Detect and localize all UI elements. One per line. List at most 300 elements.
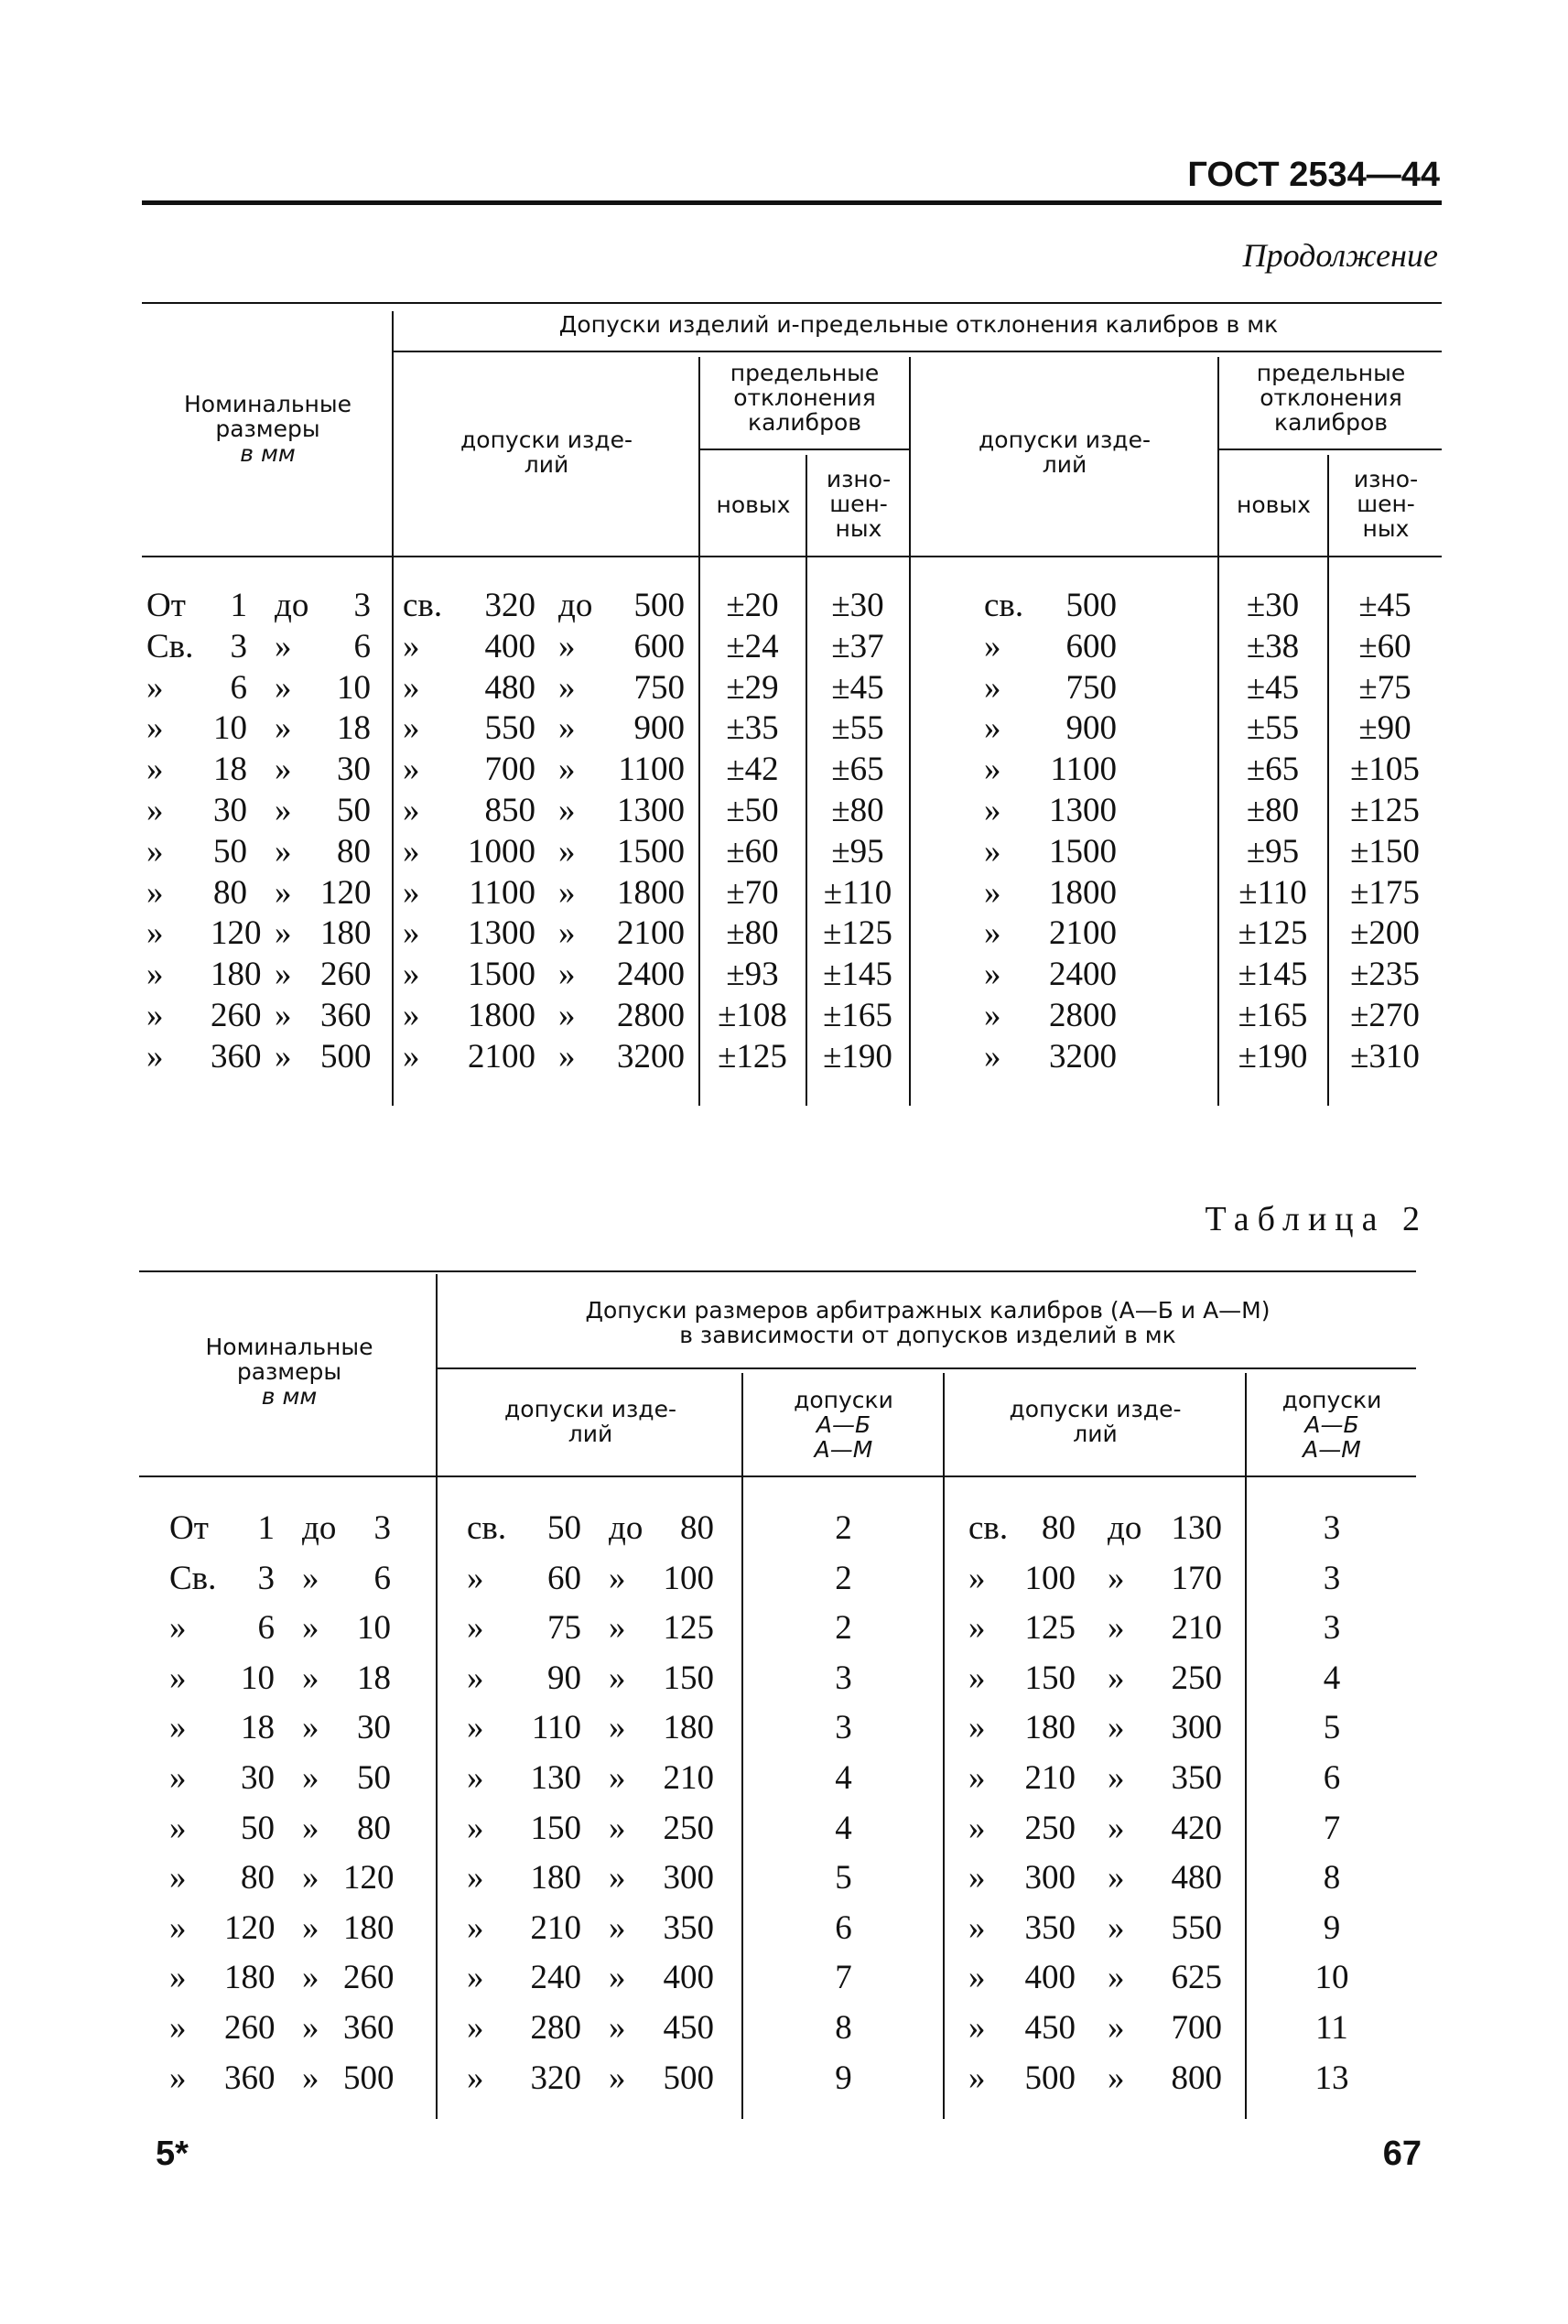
t2-cell-d2: 4 bbox=[1323, 1659, 1341, 1697]
t1-cell-u: 2800 bbox=[1049, 997, 1117, 1034]
t2-cell-b: 120 bbox=[343, 1859, 395, 1897]
t2-cell-tb: 100 bbox=[663, 1559, 714, 1597]
t1-cell-w1: ±165 bbox=[823, 997, 892, 1034]
t1-cell-s: » bbox=[275, 956, 292, 994]
t1-cell-s: » bbox=[275, 1037, 292, 1076]
t1-header-new-2: новых bbox=[1237, 492, 1311, 518]
t1-cell-tp: » bbox=[403, 751, 420, 789]
t1-cell-w1: ±55 bbox=[831, 709, 884, 748]
t1-cell-ta: 2100 bbox=[468, 1037, 535, 1076]
t2-cell-us: » bbox=[1108, 1609, 1125, 1648]
t2-cell-tp: » bbox=[467, 1809, 484, 1847]
t1-cell-ta: 1300 bbox=[468, 914, 535, 953]
t1-cell-tb: 1800 bbox=[617, 873, 685, 912]
t1-cell-w1: ±125 bbox=[823, 914, 892, 953]
t1-cell-u: 1500 bbox=[1049, 832, 1117, 870]
t2-cell-ta: 240 bbox=[530, 1959, 581, 1997]
t1-cell-n2: ±145 bbox=[1238, 956, 1308, 994]
t1-header-tolerance-1: допуски изде- лий bbox=[460, 427, 633, 478]
t1-cell-n2: ±95 bbox=[1246, 832, 1300, 870]
t2-cell-d2: 6 bbox=[1323, 1759, 1341, 1797]
t1-cell-w1: ±65 bbox=[831, 751, 884, 789]
t2-cell-p: » bbox=[169, 2059, 187, 2097]
t2-cell-up: » bbox=[968, 2059, 986, 2097]
t1-cell-n1: ±24 bbox=[726, 627, 779, 665]
t1-cell-up: » bbox=[984, 627, 1001, 665]
t1-cell-w1: ±110 bbox=[823, 873, 892, 912]
t2-cell-d1: 7 bbox=[835, 1959, 852, 1997]
t1-cell-u: 1800 bbox=[1049, 873, 1117, 912]
t2-cell-us: » bbox=[1108, 2059, 1125, 2097]
t1-cell-n1: ±60 bbox=[726, 832, 779, 870]
t1-cell-ta: 1000 bbox=[468, 832, 535, 870]
t2-cell-ub: 210 bbox=[1171, 1609, 1222, 1648]
t2-cell-ub: 700 bbox=[1171, 2009, 1222, 2047]
t2-cell-b: 500 bbox=[343, 2059, 395, 2097]
t2-cell-a: 360 bbox=[224, 2059, 276, 2097]
t1-cell-a: 180 bbox=[211, 956, 262, 994]
t2-cell-d2: 3 bbox=[1323, 1559, 1341, 1597]
t2-cell-b: 18 bbox=[357, 1659, 391, 1697]
continuation-label: Продолжение bbox=[1242, 237, 1438, 274]
t2-cell-p: » bbox=[169, 1959, 187, 1997]
t2-cell-d2: 10 bbox=[1314, 1959, 1349, 1997]
t1-cell-b: 50 bbox=[337, 792, 371, 829]
t2-cell-tp: » bbox=[467, 2009, 484, 2047]
t1-cell-s: » bbox=[275, 709, 292, 748]
t1-header-tolerance-2: допуски изде- лий bbox=[979, 427, 1151, 478]
t1-cell-ta: 1800 bbox=[468, 997, 535, 1034]
t2-cell-a: 18 bbox=[241, 1709, 275, 1747]
t2-cell-ts: до bbox=[609, 1509, 643, 1547]
t2-cell-a: 1 bbox=[257, 1509, 275, 1547]
t1-cell-b: 360 bbox=[320, 997, 372, 1034]
t1-cell-tb: 2400 bbox=[617, 956, 685, 994]
t2-cell-p: » bbox=[169, 1609, 187, 1648]
t1-cell-ts: » bbox=[558, 709, 576, 748]
t2-cell-b: 6 bbox=[373, 1559, 391, 1597]
t1-cell-w2: ±175 bbox=[1350, 873, 1420, 912]
t1-cell-s: » bbox=[275, 792, 292, 829]
t2-cell-ub: 800 bbox=[1171, 2059, 1222, 2097]
t1-cell-w2: ±90 bbox=[1358, 709, 1411, 748]
gost-title: ГОСТ 2534—44 bbox=[1187, 156, 1440, 194]
t2-cell-tp: » bbox=[467, 1709, 484, 1747]
t1-cell-ts: » bbox=[558, 1037, 576, 1076]
t2-cell-up: » bbox=[968, 2009, 986, 2047]
t1-cell-n2: ±30 bbox=[1246, 587, 1300, 624]
t2-cell-tp: св. bbox=[467, 1509, 507, 1547]
t2-cell-ua: 125 bbox=[1024, 1609, 1076, 1648]
t2-cell-us: до bbox=[1108, 1509, 1142, 1547]
t2-cell-ub: 625 bbox=[1171, 1959, 1222, 1997]
t2-cell-tb: 300 bbox=[663, 1859, 714, 1897]
t2-cell-tp: » bbox=[467, 2059, 484, 2097]
t2-cell-tb: 125 bbox=[663, 1609, 714, 1648]
t2-cell-d1: 4 bbox=[835, 1809, 852, 1847]
t2-cell-ts: » bbox=[609, 1609, 626, 1648]
t2-cell-ub: 420 bbox=[1171, 1809, 1222, 1847]
t1-cell-up: » bbox=[984, 792, 1001, 829]
t2-cell-ts: » bbox=[609, 1709, 626, 1747]
t2-header-main: Допуски размеров арбитражных калибров (А—Б и А—М) в зависимости от допусков изделий в мк bbox=[585, 1297, 1271, 1348]
t1-header-deviation-1: предельные отклонения калибров bbox=[730, 360, 880, 436]
t2-cell-ua: 400 bbox=[1024, 1959, 1076, 1997]
table-2-caption: Таблица 2 bbox=[1205, 1200, 1428, 1238]
t2-cell-d2: 9 bbox=[1323, 1908, 1341, 1947]
t2-cell-tb: 450 bbox=[663, 2009, 714, 2047]
t1-cell-tp: » bbox=[403, 873, 420, 912]
t2-cell-up: » bbox=[968, 1659, 986, 1697]
t2-cell-ub: 300 bbox=[1171, 1709, 1222, 1747]
t1-cell-a: 50 bbox=[213, 832, 247, 870]
t1-cell-n1: ±50 bbox=[726, 792, 779, 829]
t1-cell-u: 900 bbox=[1065, 709, 1117, 748]
t1-cell-up: » bbox=[984, 997, 1001, 1034]
t2-cell-ta: 150 bbox=[530, 1809, 581, 1847]
t1-cell-ta: 400 bbox=[484, 627, 535, 665]
t1-cell-up: » bbox=[984, 956, 1001, 994]
t1-cell-s: » bbox=[275, 914, 292, 953]
t1-cell-tp: » bbox=[403, 668, 420, 707]
t2-cell-a: 3 bbox=[257, 1559, 275, 1597]
t2-cell-d1: 3 bbox=[835, 1709, 852, 1747]
t2-cell-a: 260 bbox=[224, 2009, 276, 2047]
t2-cell-tp: » bbox=[467, 1759, 484, 1797]
t2-cell-tb: 250 bbox=[663, 1809, 714, 1847]
t1-cell-s: до bbox=[275, 587, 309, 624]
t1-cell-s: » bbox=[275, 997, 292, 1034]
t2-cell-ua: 300 bbox=[1024, 1859, 1076, 1897]
t2-cell-s: » bbox=[302, 1659, 319, 1697]
t2-cell-ua: 350 bbox=[1024, 1908, 1076, 1947]
t2-cell-b: 180 bbox=[343, 1908, 395, 1947]
t2-cell-ub: 480 bbox=[1171, 1859, 1222, 1897]
t1-cell-ts: до bbox=[558, 587, 593, 624]
t2-cell-s: » bbox=[302, 1709, 319, 1747]
t2-cell-p: » bbox=[169, 1859, 187, 1897]
t1-cell-w2: ±75 bbox=[1358, 668, 1411, 707]
t1-cell-ta: 1100 bbox=[469, 873, 535, 912]
t1-cell-u: 1300 bbox=[1049, 792, 1117, 829]
t2-cell-tp: » bbox=[467, 1659, 484, 1697]
t2-cell-ua: 180 bbox=[1024, 1709, 1076, 1747]
t1-cell-ts: » bbox=[558, 956, 576, 994]
t2-header-nominal: Номинальные размеры в мм bbox=[205, 1334, 373, 1410]
t2-cell-a: 50 bbox=[241, 1809, 275, 1847]
t1-cell-b: 120 bbox=[320, 873, 372, 912]
t1-cell-tp: » bbox=[403, 914, 420, 953]
t2-cell-tb: 350 bbox=[663, 1908, 714, 1947]
t2-cell-ua: 100 bbox=[1024, 1559, 1076, 1597]
t1-cell-tb: 3200 bbox=[617, 1037, 685, 1076]
t2-cell-ub: 350 bbox=[1171, 1759, 1222, 1797]
t2-cell-p: » bbox=[169, 1809, 187, 1847]
t1-cell-n1: ±108 bbox=[718, 997, 787, 1034]
t2-cell-ts: » bbox=[609, 1809, 626, 1847]
t1-cell-w1: ±190 bbox=[823, 1037, 892, 1076]
t1-cell-a: 30 bbox=[213, 792, 247, 829]
t1-cell-u: 1100 bbox=[1050, 751, 1117, 789]
t2-cell-d1: 3 bbox=[835, 1659, 852, 1697]
t2-cell-b: 3 bbox=[373, 1509, 391, 1547]
t1-cell-tp: » bbox=[403, 956, 420, 994]
t2-cell-p: Св. bbox=[169, 1559, 217, 1597]
t2-cell-us: » bbox=[1108, 1559, 1125, 1597]
t1-cell-ta: 550 bbox=[484, 709, 535, 748]
t1-cell-up: св. bbox=[984, 587, 1024, 624]
t2-cell-s: » bbox=[302, 2059, 319, 2097]
t2-cell-b: 260 bbox=[343, 1959, 395, 1997]
t2-cell-ub: 550 bbox=[1171, 1908, 1222, 1947]
t2-cell-s: » bbox=[302, 1759, 319, 1797]
t1-header-deviation-2: предельные отклонения калибров bbox=[1256, 360, 1406, 436]
t2-cell-tp: » bbox=[467, 1908, 484, 1947]
t1-cell-b: 260 bbox=[320, 956, 372, 994]
t2-header-tolerance-2: допуски изде- лий bbox=[1009, 1396, 1182, 1447]
t2-cell-b: 360 bbox=[343, 2009, 395, 2047]
t1-cell-b: 10 bbox=[337, 668, 371, 707]
t2-cell-ts: » bbox=[609, 1859, 626, 1897]
t1-cell-w2: ±60 bbox=[1358, 627, 1411, 665]
t1-cell-up: » bbox=[984, 709, 1001, 748]
t1-cell-ta: 1500 bbox=[468, 956, 535, 994]
t1-cell-tp: » bbox=[403, 627, 420, 665]
t2-cell-ts: » bbox=[609, 2059, 626, 2097]
t1-cell-b: 80 bbox=[337, 832, 371, 870]
t2-cell-ub: 250 bbox=[1171, 1659, 1222, 1697]
t1-cell-tp: » bbox=[403, 709, 420, 748]
t2-cell-d1: 5 bbox=[835, 1859, 852, 1897]
t2-cell-tp: » bbox=[467, 1959, 484, 1997]
t2-cell-ts: » bbox=[609, 1908, 626, 1947]
t2-cell-a: 120 bbox=[224, 1908, 276, 1947]
t1-cell-p: » bbox=[146, 832, 164, 870]
t1-cell-n1: ±93 bbox=[726, 956, 779, 994]
t1-cell-n2: ±110 bbox=[1238, 873, 1307, 912]
t1-cell-a: 6 bbox=[230, 668, 247, 707]
t2-cell-p: » bbox=[169, 1709, 187, 1747]
t1-cell-u: 2400 bbox=[1049, 956, 1117, 994]
t2-cell-d1: 8 bbox=[835, 2009, 852, 2047]
t2-cell-d1: 9 bbox=[835, 2059, 852, 2097]
t1-cell-n1: ±80 bbox=[726, 914, 779, 953]
t2-cell-d1: 2 bbox=[835, 1609, 852, 1648]
t1-cell-a: 80 bbox=[213, 873, 247, 912]
t2-cell-tb: 80 bbox=[680, 1509, 714, 1547]
t2-cell-a: 6 bbox=[257, 1609, 275, 1648]
t1-cell-b: 6 bbox=[353, 627, 371, 665]
t2-cell-ta: 75 bbox=[547, 1609, 581, 1648]
t2-cell-ub: 130 bbox=[1171, 1509, 1222, 1547]
t1-cell-n2: ±190 bbox=[1238, 1037, 1308, 1076]
t1-cell-b: 18 bbox=[337, 709, 371, 748]
t1-cell-p: » bbox=[146, 956, 164, 994]
t1-cell-w2: ±45 bbox=[1358, 587, 1411, 624]
t1-cell-n1: ±20 bbox=[726, 587, 779, 624]
t2-cell-ta: 320 bbox=[530, 2059, 581, 2097]
t1-cell-u: 750 bbox=[1065, 668, 1117, 707]
t2-cell-up: св. bbox=[968, 1509, 1009, 1547]
t1-cell-a: 1 bbox=[230, 587, 247, 624]
t1-cell-a: 260 bbox=[211, 997, 262, 1034]
t1-cell-w2: ±270 bbox=[1350, 997, 1420, 1034]
t1-cell-ta: 480 bbox=[484, 668, 535, 707]
t2-cell-d2: 7 bbox=[1323, 1809, 1341, 1847]
t2-cell-up: » bbox=[968, 1859, 986, 1897]
t1-cell-tp: » bbox=[403, 1037, 420, 1076]
t1-cell-w2: ±200 bbox=[1350, 914, 1420, 953]
t2-cell-b: 10 bbox=[357, 1609, 391, 1648]
t1-cell-tb: 1100 bbox=[618, 751, 685, 789]
t1-cell-ta: 700 bbox=[484, 751, 535, 789]
t2-cell-d2: 13 bbox=[1314, 2059, 1349, 2097]
t2-cell-p: » bbox=[169, 1759, 187, 1797]
t2-cell-us: » bbox=[1108, 1759, 1125, 1797]
t2-cell-b: 80 bbox=[357, 1809, 391, 1847]
t1-cell-s: » bbox=[275, 832, 292, 870]
t2-header-tolerance-1: допуски изде- лий bbox=[504, 1396, 676, 1447]
t2-cell-tb: 180 bbox=[663, 1709, 714, 1747]
t1-cell-up: » bbox=[984, 914, 1001, 953]
t1-cell-ts: » bbox=[558, 832, 576, 870]
t1-cell-ts: » bbox=[558, 668, 576, 707]
footer-left: 5* bbox=[156, 2135, 189, 2173]
t2-cell-s: » bbox=[302, 1559, 319, 1597]
t1-cell-w1: ±45 bbox=[831, 668, 884, 707]
t1-cell-w2: ±125 bbox=[1350, 792, 1420, 829]
t1-cell-p: » bbox=[146, 709, 164, 748]
t2-cell-p: » bbox=[169, 1659, 187, 1697]
t2-cell-s: » bbox=[302, 1809, 319, 1847]
t1-cell-w1: ±37 bbox=[831, 627, 884, 665]
t2-cell-us: » bbox=[1108, 1709, 1125, 1747]
t2-cell-tb: 500 bbox=[663, 2059, 714, 2097]
t1-cell-a: 120 bbox=[211, 914, 262, 953]
t2-cell-s: » bbox=[302, 2009, 319, 2047]
t2-cell-d2: 3 bbox=[1323, 1509, 1341, 1547]
t1-cell-tb: 600 bbox=[633, 627, 685, 665]
t2-cell-up: » bbox=[968, 1559, 986, 1597]
t2-cell-tp: » bbox=[467, 1609, 484, 1648]
t1-cell-s: » bbox=[275, 751, 292, 789]
t2-cell-d2: 3 bbox=[1323, 1609, 1341, 1648]
t2-cell-ta: 50 bbox=[547, 1509, 581, 1547]
t1-cell-p: » bbox=[146, 668, 164, 707]
t2-cell-ta: 110 bbox=[531, 1709, 581, 1747]
t1-cell-ts: » bbox=[558, 997, 576, 1034]
t1-cell-s: » bbox=[275, 627, 292, 665]
t1-cell-tb: 1300 bbox=[617, 792, 685, 829]
t2-cell-up: » bbox=[968, 1908, 986, 1947]
t1-cell-ts: » bbox=[558, 751, 576, 789]
t2-cell-s: до bbox=[302, 1509, 337, 1547]
t1-cell-tp: » bbox=[403, 792, 420, 829]
t2-cell-d1: 2 bbox=[835, 1559, 852, 1597]
t1-cell-n1: ±42 bbox=[726, 751, 779, 789]
t1-cell-p: » bbox=[146, 997, 164, 1034]
t1-cell-n1: ±35 bbox=[726, 709, 779, 748]
t2-cell-ts: » bbox=[609, 1559, 626, 1597]
t1-cell-n2: ±45 bbox=[1246, 668, 1300, 707]
t1-cell-w2: ±310 bbox=[1350, 1037, 1420, 1076]
t1-cell-w1: ±30 bbox=[831, 587, 884, 624]
t2-cell-ua: 210 bbox=[1024, 1759, 1076, 1797]
t1-cell-p: » bbox=[146, 792, 164, 829]
t1-cell-up: » bbox=[984, 832, 1001, 870]
t2-cell-ta: 280 bbox=[530, 2009, 581, 2047]
t1-cell-w1: ±145 bbox=[823, 956, 892, 994]
t1-cell-w1: ±95 bbox=[831, 832, 884, 870]
t2-cell-s: » bbox=[302, 1908, 319, 1947]
t1-cell-tb: 900 bbox=[633, 709, 685, 748]
t1-cell-tb: 2800 bbox=[617, 997, 685, 1034]
t2-cell-ts: » bbox=[609, 1959, 626, 1997]
t1-cell-tp: » bbox=[403, 832, 420, 870]
t2-cell-a: 180 bbox=[224, 1959, 276, 1997]
t1-cell-n1: ±29 bbox=[726, 668, 779, 707]
t2-cell-tp: » bbox=[467, 1559, 484, 1597]
t1-cell-n2: ±38 bbox=[1246, 627, 1300, 665]
t1-cell-a: 3 bbox=[230, 627, 247, 665]
t2-cell-ua: 80 bbox=[1042, 1509, 1076, 1547]
t1-cell-u: 3200 bbox=[1049, 1037, 1117, 1076]
t2-cell-up: » bbox=[968, 1759, 986, 1797]
t2-cell-ts: » bbox=[609, 1659, 626, 1697]
t2-cell-tb: 400 bbox=[663, 1959, 714, 1997]
t2-cell-up: » bbox=[968, 1959, 986, 1997]
t1-cell-p: » bbox=[146, 873, 164, 912]
t1-cell-u: 2100 bbox=[1049, 914, 1117, 953]
t2-cell-us: » bbox=[1108, 1908, 1125, 1947]
t1-cell-n2: ±65 bbox=[1246, 751, 1300, 789]
t2-cell-ts: » bbox=[609, 2009, 626, 2047]
t1-cell-w2: ±150 bbox=[1350, 832, 1420, 870]
t2-cell-p: От bbox=[169, 1509, 209, 1547]
header-rule bbox=[142, 200, 1442, 205]
t1-cell-up: » bbox=[984, 1037, 1001, 1076]
t2-cell-us: » bbox=[1108, 2009, 1125, 2047]
t2-cell-d1: 6 bbox=[835, 1908, 852, 1947]
t1-cell-b: 30 bbox=[337, 751, 371, 789]
t2-cell-d2: 8 bbox=[1323, 1859, 1341, 1897]
t1-cell-ts: » bbox=[558, 873, 576, 912]
t1-cell-a: 10 bbox=[213, 709, 247, 748]
t1-header-new-1: новых bbox=[716, 492, 791, 518]
page-number: 67 bbox=[1382, 2135, 1422, 2173]
t2-cell-s: » bbox=[302, 1609, 319, 1648]
t1-cell-p: Св. bbox=[146, 627, 194, 665]
t1-cell-b: 180 bbox=[320, 914, 372, 953]
t2-cell-d1: 4 bbox=[835, 1759, 852, 1797]
t1-cell-n2: ±125 bbox=[1238, 914, 1308, 953]
t2-cell-b: 50 bbox=[357, 1759, 391, 1797]
t2-cell-ua: 250 bbox=[1024, 1809, 1076, 1847]
t2-cell-ta: 210 bbox=[530, 1908, 581, 1947]
t1-cell-n1: ±70 bbox=[726, 873, 779, 912]
t2-cell-ta: 90 bbox=[547, 1659, 581, 1697]
t1-cell-tb: 750 bbox=[633, 668, 685, 707]
t1-header-nominal: Номинальные размеры в мм bbox=[183, 391, 352, 467]
t1-cell-tb: 500 bbox=[633, 587, 685, 624]
t2-cell-s: » bbox=[302, 1859, 319, 1897]
t2-cell-ta: 180 bbox=[530, 1859, 581, 1897]
t2-cell-us: » bbox=[1108, 1859, 1125, 1897]
t1-cell-n2: ±55 bbox=[1246, 709, 1300, 748]
t1-cell-p: » bbox=[146, 1037, 164, 1076]
t2-cell-ua: 450 bbox=[1024, 2009, 1076, 2047]
t2-header-ab-1: допуски А—Б А—М bbox=[794, 1387, 893, 1463]
